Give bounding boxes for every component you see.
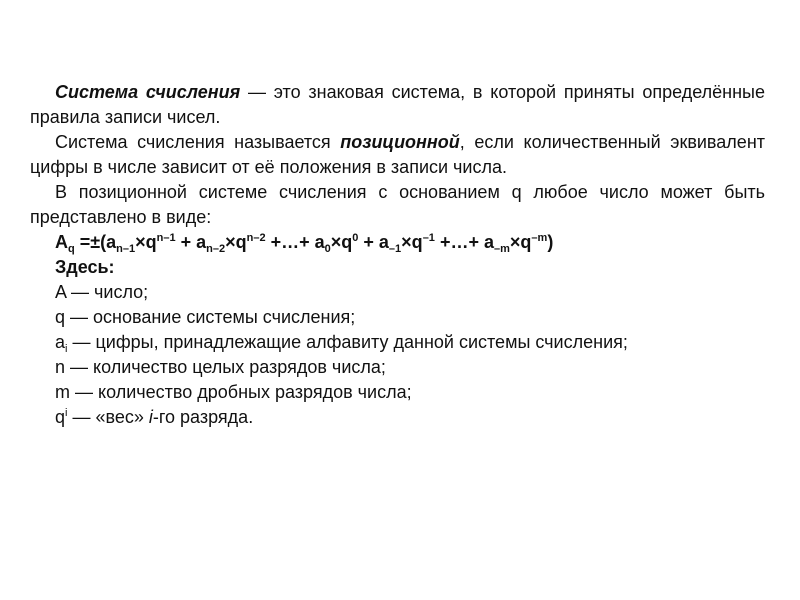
definition-paragraph: [30, 80, 765, 130]
text-body: [30, 80, 765, 430]
qi-symbol: q: [55, 407, 66, 427]
term-number-system: Система счисления: [55, 82, 241, 102]
positional-text: , если количественный эквивалент цифры в числе зависит от её положения в записи числа.: [30, 132, 765, 177]
definition-m: m — количество дробных разрядов числа;: [55, 382, 412, 402]
definition-n: n — количество целых разрядов числа;: [55, 357, 386, 377]
positional-prefix: Система счисления называется: [55, 132, 341, 152]
formula-part: + a: [175, 232, 207, 252]
definition-a: A — число;: [55, 282, 149, 302]
formula-lhs: A: [55, 232, 68, 252]
formula-part: =±(a: [74, 232, 117, 252]
formula-sup: n–1: [156, 232, 176, 244]
qi-text: — «вес»: [67, 407, 149, 427]
formula-sup: –m: [531, 232, 548, 244]
ai-symbol: a: [55, 332, 66, 352]
definition-q: q — основание системы счисления;: [55, 307, 356, 327]
qi-sup: i: [65, 407, 68, 419]
formula-part: ×q: [330, 232, 353, 252]
formula-part: +…+ a: [265, 232, 325, 252]
definition-qi: [30, 405, 765, 430]
formula-part: ×q: [135, 232, 157, 252]
representation-paragraph: В позиционной системе счисления с основанием q любое число может быть представлено в виде:: [30, 182, 765, 227]
ai-text: — цифры, принадлежащие алфавиту данной системы счисления;: [67, 332, 628, 352]
qi-text-after: -го разряда.: [152, 407, 254, 427]
formula-sub: n–2: [206, 243, 226, 255]
formula-sup: 0: [352, 232, 359, 244]
formula-sub: 0: [324, 243, 331, 255]
term-positional: позиционной: [340, 132, 460, 152]
formula: [30, 230, 765, 255]
formula-lhs-sub: q: [68, 243, 75, 255]
formula-part: ×q: [225, 232, 247, 252]
here-heading: Здесь:: [55, 257, 115, 277]
formula-part: ): [547, 232, 554, 252]
ai-sub: i: [65, 343, 68, 355]
formula-sup: –1: [422, 232, 435, 244]
definition-ai: [30, 330, 765, 355]
qi-italic: i: [148, 407, 153, 427]
formula-part: ×q: [509, 232, 532, 252]
formula-sup: n–2: [246, 232, 266, 244]
formula-sub: –1: [388, 243, 402, 255]
formula-sub: –m: [493, 243, 510, 255]
formula-sub: n–1: [116, 243, 136, 255]
formula-part: ×q: [401, 232, 423, 252]
positional-paragraph: [30, 130, 765, 180]
definition-text: — это знаковая система, в которой приняты определённые правила записи чисел.: [30, 82, 765, 127]
formula-part: + a: [358, 232, 389, 252]
formula-part: +…+ a: [434, 232, 494, 252]
